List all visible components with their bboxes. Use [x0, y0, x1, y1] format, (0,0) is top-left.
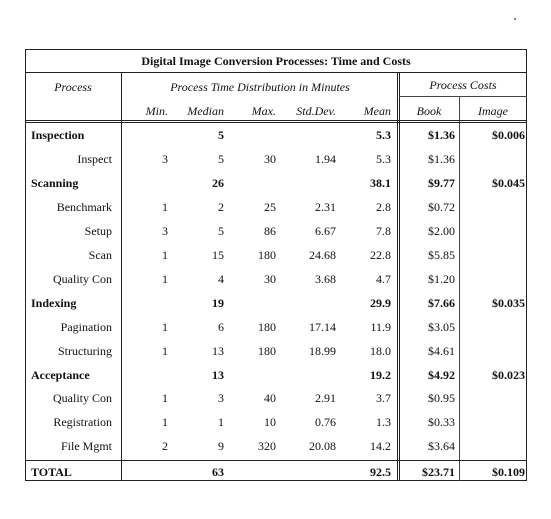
cell-stddev: 20.08: [309, 439, 336, 453]
cell-max: 180: [258, 248, 276, 262]
cell-image: $0.006: [492, 128, 525, 142]
cell-mean: 4.7: [376, 272, 391, 286]
cell-min: 1: [162, 272, 168, 286]
cell-book: $1.36: [428, 152, 455, 166]
process-step-label: Setup: [84, 224, 112, 238]
cell-max: 86: [264, 224, 276, 238]
cell-mean: 29.9: [370, 296, 391, 310]
table-title: Digital Image Conversion Processes: Time and Costs: [141, 54, 411, 68]
cell-book: $3.64: [428, 439, 455, 453]
cell-median: 5: [218, 224, 224, 238]
cell-mean: 11.9: [370, 320, 391, 334]
cell-stddev: 17.14: [309, 320, 336, 334]
cell-median: 13: [212, 368, 224, 382]
process-column-divider: [121, 72, 122, 481]
cell-max: 25: [264, 200, 276, 214]
process-step-label: Structuring: [58, 344, 112, 358]
process-group-label: Acceptance: [31, 368, 90, 382]
header-process-costs: Process Costs: [429, 78, 497, 92]
process-group-label: Indexing: [31, 296, 77, 310]
header-process: Process: [54, 80, 92, 94]
process-step-label: Pagination: [60, 320, 112, 334]
book-image-divider: [459, 96, 460, 481]
process-group-label: Inspection: [31, 128, 85, 142]
process-group-label: Scanning: [31, 176, 79, 190]
cell-median: 9: [218, 439, 224, 453]
cell-mean: 1.3: [376, 415, 391, 429]
cell-median: 15: [212, 248, 224, 262]
cell-book: $3.05: [428, 320, 455, 334]
cell-min: 1: [162, 200, 168, 214]
cell-image: $0.035: [492, 296, 525, 310]
cell-book: $5.85: [428, 248, 455, 262]
cell-median: 6: [218, 320, 224, 334]
cell-mean: 7.8: [376, 224, 391, 238]
cell-mean: 38.1: [370, 176, 391, 190]
cell-max: 180: [258, 320, 276, 334]
total-divider: [25, 460, 527, 461]
cell-max: 10: [264, 415, 276, 429]
cell-min: 1: [162, 320, 168, 334]
cell-mean: 5.3: [376, 128, 391, 142]
cell-book: $2.00: [428, 224, 455, 238]
process-step-label: File Mgmt: [60, 439, 112, 453]
header-median: Median: [187, 104, 224, 118]
scan-speck: [514, 18, 516, 20]
cell-min: 1: [162, 248, 168, 262]
cell-stddev: 0.76: [315, 415, 336, 429]
cell-stddev: 18.99: [309, 344, 336, 358]
cell-max: 40: [264, 391, 276, 405]
process-step-label: Registration: [53, 415, 112, 429]
cell-median: 2: [218, 200, 224, 214]
total-image: $0.109: [492, 465, 525, 479]
cell-max: 180: [258, 344, 276, 358]
process-step-label: Quality Con: [53, 391, 112, 405]
cell-mean: 18.0: [370, 344, 391, 358]
process-step-label: Scan: [88, 248, 112, 262]
cell-book: $0.95: [428, 391, 455, 405]
cell-min: 3: [162, 152, 168, 166]
header-stddev: Std.Dev.: [296, 104, 336, 118]
cell-min: 2: [162, 439, 168, 453]
header-divider: [25, 120, 527, 123]
cell-book: $0.33: [428, 415, 455, 429]
cell-mean: 22.8: [370, 248, 391, 262]
cell-book: $9.77: [428, 176, 455, 190]
cell-mean: 14.2: [370, 439, 391, 453]
cell-stddev: 2.31: [315, 200, 336, 214]
cell-median: 13: [212, 344, 224, 358]
cell-stddev: 2.91: [315, 391, 336, 405]
total-book: $23.71: [422, 465, 455, 479]
header-book: Book: [416, 104, 442, 118]
cell-max: 30: [264, 272, 276, 286]
cell-stddev: 3.68: [315, 272, 336, 286]
total-label: TOTAL: [31, 465, 72, 479]
cell-median: 26: [212, 176, 224, 190]
header-mean: Mean: [363, 104, 391, 118]
cell-image: $0.045: [492, 176, 525, 190]
cell-mean: 3.7: [376, 391, 391, 405]
cell-book: $4.92: [428, 368, 455, 382]
cell-book: $4.61: [428, 344, 455, 358]
cell-mean: 5.3: [376, 152, 391, 166]
cell-stddev: 24.68: [309, 248, 336, 262]
process-step-label: Inspect: [77, 152, 112, 166]
cell-stddev: 1.94: [315, 152, 336, 166]
cost-column-divider: [397, 72, 400, 481]
header-min: Min.: [145, 104, 168, 118]
cost-subheader-divider: [399, 96, 527, 97]
cell-median: 19: [212, 296, 224, 310]
cell-book: $7.66: [428, 296, 455, 310]
cell-max: 30: [264, 152, 276, 166]
cell-median: 5: [218, 152, 224, 166]
cell-mean: 19.2: [370, 368, 391, 382]
cell-stddev: 6.67: [315, 224, 336, 238]
total-median: 63: [212, 465, 224, 479]
cell-book: $1.20: [428, 272, 455, 286]
process-step-label: Quality Con: [53, 272, 112, 286]
process-step-label: Benchmark: [56, 200, 112, 214]
header-max: Max.: [251, 104, 276, 118]
cell-median: 4: [218, 272, 224, 286]
header-image: Image: [478, 104, 508, 118]
cell-median: 3: [218, 391, 224, 405]
cell-book: $0.72: [428, 200, 455, 214]
cell-mean: 2.8: [376, 200, 391, 214]
cell-median: 1: [218, 415, 224, 429]
title-divider: [25, 72, 527, 73]
header-time-distribution: Process Time Distribution in Minutes: [170, 80, 350, 94]
total-mean: 92.5: [370, 465, 391, 479]
cell-median: 5: [218, 128, 224, 142]
cell-min: 1: [162, 391, 168, 405]
cell-book: $1.36: [428, 128, 455, 142]
cell-image: $0.023: [492, 368, 525, 382]
cell-min: 3: [162, 224, 168, 238]
cell-min: 1: [162, 415, 168, 429]
cell-max: 320: [258, 439, 276, 453]
cell-min: 1: [162, 344, 168, 358]
